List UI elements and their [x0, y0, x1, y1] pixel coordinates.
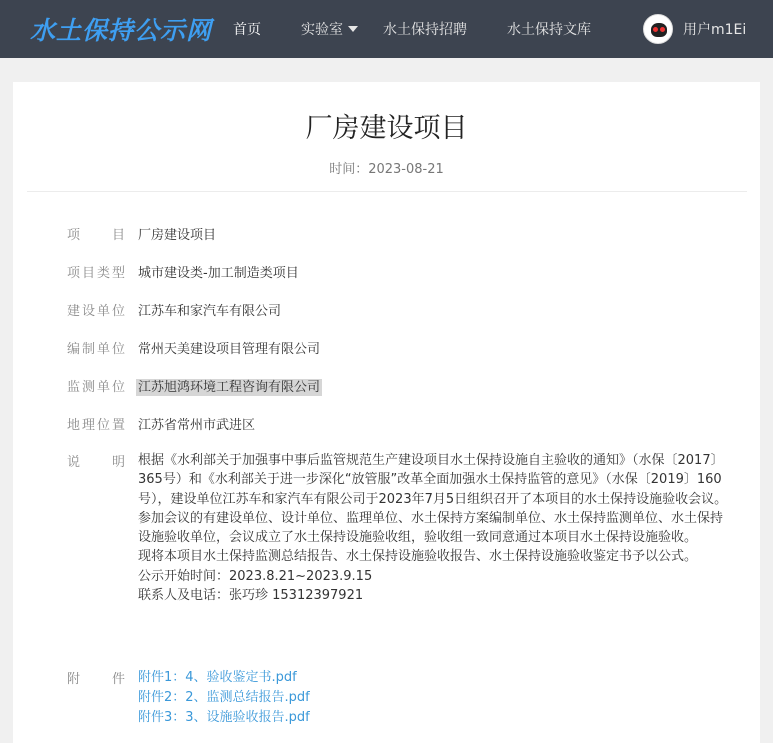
- nav-library[interactable]: 水土保持文库: [507, 22, 591, 38]
- field-label: 说 明: [67, 455, 125, 470]
- description-paragraph: 公示开始时间：2023.8.21~2023.9.15: [138, 568, 373, 584]
- field-value: 常州天美建设项目管理有限公司: [138, 342, 321, 357]
- field-label: 建设单位: [67, 304, 125, 319]
- field-label: 项目类型: [67, 266, 125, 281]
- user-menu[interactable]: [643, 14, 746, 44]
- article-card: [13, 82, 760, 743]
- field-label: 地理位置: [67, 418, 125, 433]
- description-paragraph: 根据《水利部关于加强事中事后监管规范生产建设项目水土保持设施自主验收的通知》（水保〔2017〕365号）和《水利部关于进一步深化“放管服”改革全面加强水土保持监管的意见》（水保〔2019〕160号），建设单位江苏车和家汽车有限公司于2023年7月5日组织召开了本项目的水土保持设施验收会议。参加会议的有建设单位、设计单位、监理单位、水土保持方案编制单位、水土保持监测单位、水土保持设施验收单位，会议成立了水土保持设施验收组，验收组一致同意通过本项目水土保持设施验收。: [138, 453, 728, 546]
- divider: [27, 191, 747, 192]
- attachment-link[interactable]: 附件1：4、验收鉴定书.pdf: [138, 670, 297, 685]
- field-label: 编制单位: [67, 342, 125, 357]
- site-logo[interactable]: 水土保持公示网: [30, 16, 213, 45]
- avatar: [643, 14, 673, 44]
- field-value: 厂房建设项目: [138, 228, 217, 243]
- attachment-link[interactable]: 附件3：3、设施验收报告.pdf: [138, 710, 310, 725]
- nav-home[interactable]: 首页: [233, 22, 261, 38]
- caret-down-icon: [348, 26, 358, 32]
- nav-jobs[interactable]: 水土保持招聘: [383, 22, 467, 38]
- field-value: 城市建设类-加工制造类项目: [138, 266, 299, 281]
- publish-date: 时间：2023-08-21: [329, 162, 444, 177]
- field-label: 监测单位: [67, 380, 125, 395]
- selected-text[interactable]: 江苏旭鸿环境工程咨询有限公司: [138, 380, 321, 395]
- field-value: 江苏车和家汽车有限公司: [138, 304, 282, 319]
- description-paragraph: 现将本项目水土保持监测总结报告、水土保持设施验收报告、水土保持设施验收鉴定书予以公式。: [138, 549, 698, 565]
- field-label: 附 件: [67, 672, 125, 687]
- top-navbar: [0, 0, 773, 58]
- attachment-link[interactable]: 附件2：2、监测总结报告.pdf: [138, 690, 310, 705]
- nav-lab-label: 实验室: [301, 22, 343, 38]
- field-label: 项 目: [67, 228, 125, 243]
- user-name: 用户m1Ei: [683, 22, 747, 38]
- page-title: 厂房建设项目: [305, 113, 468, 144]
- description-text: [138, 451, 730, 605]
- attachment-list: [138, 668, 310, 728]
- field-value: [138, 376, 322, 395]
- description-paragraph: 联系人及电话：张巧珍 15312397921: [138, 588, 364, 604]
- nav-lab-dropdown[interactable]: [301, 19, 358, 39]
- field-value: 江苏省常州市武进区: [138, 418, 256, 433]
